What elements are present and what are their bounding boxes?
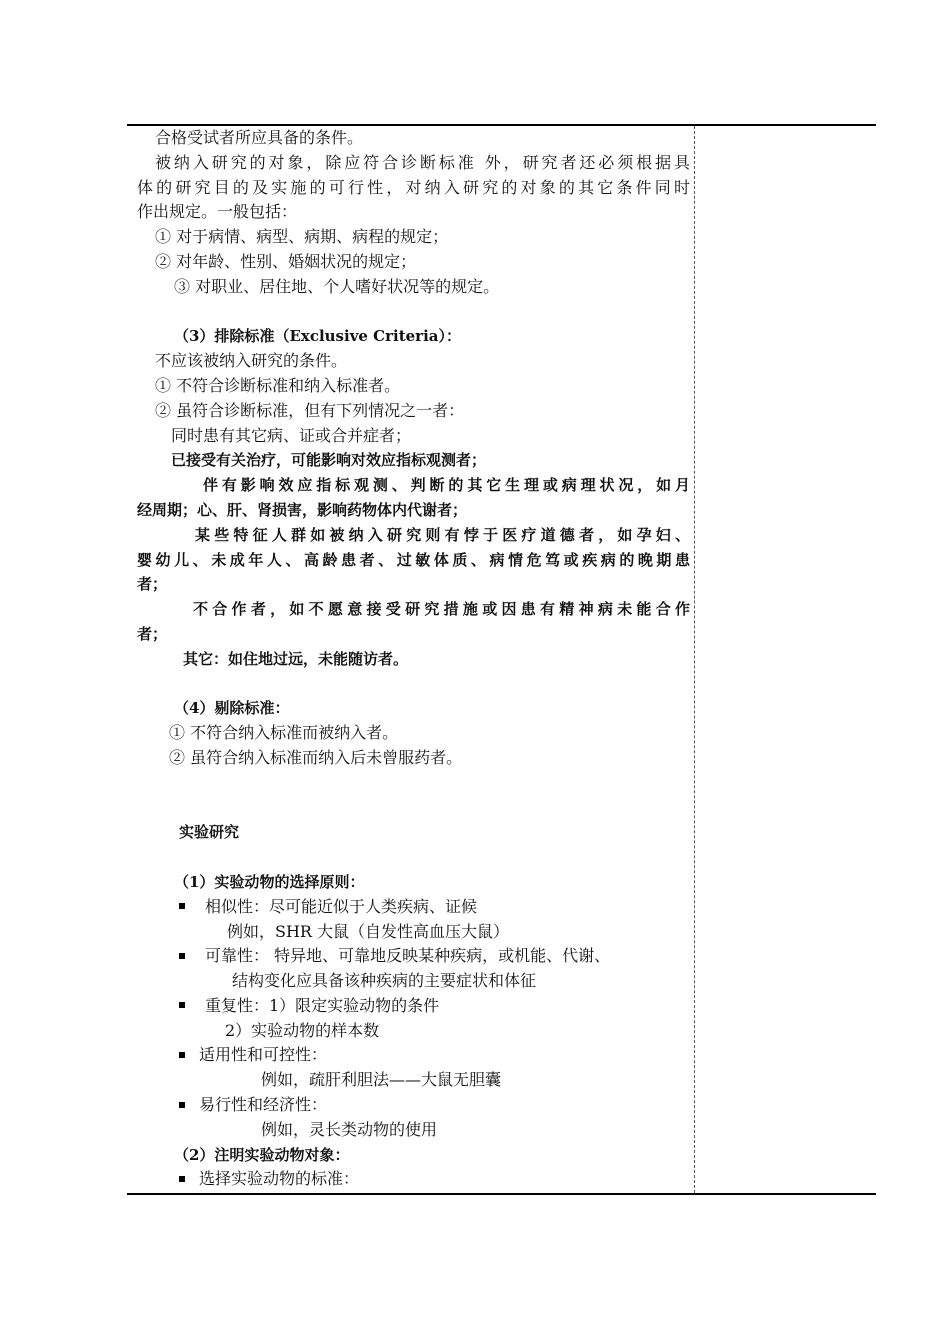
bullet-item xyxy=(137,944,690,969)
line-text: 已接受有关治疗，可能影响对效应指标观测者； xyxy=(171,451,487,470)
text-line xyxy=(137,969,690,994)
text-line xyxy=(137,1068,690,1093)
line-text: （3）排除标准（Exclusive Criteria）： xyxy=(174,327,462,346)
line-text: ③ 对职业、居住地、个人嗜好状况等的规定。 xyxy=(174,276,500,296)
text-line xyxy=(137,374,690,399)
line-text: 相似性：尽可能近似于人类疾病、证候 xyxy=(205,896,478,916)
blank-line xyxy=(137,796,690,821)
text-line xyxy=(137,473,690,498)
blank-line xyxy=(137,771,690,796)
text-line xyxy=(137,176,690,201)
line-text: 实验研究 xyxy=(179,823,240,842)
square-bullet-icon xyxy=(179,1176,185,1182)
square-bullet-icon xyxy=(179,1102,185,1108)
square-bullet-icon xyxy=(179,1002,185,1008)
text-line xyxy=(137,622,690,647)
text-line xyxy=(137,746,690,771)
column-divider xyxy=(694,126,695,1193)
line-text: 重复性：1）限定实验动物的条件 xyxy=(205,995,440,1015)
line-text: 2）实验动物的样本数 xyxy=(225,1020,380,1040)
line-text: 同时患有其它病、证或合并症者； xyxy=(171,425,412,445)
bullet-item xyxy=(137,895,690,920)
bullet-item xyxy=(137,1093,690,1118)
text-line xyxy=(137,820,690,845)
text-line xyxy=(137,1143,690,1168)
text-line xyxy=(137,548,690,573)
line-text: （2）注明实验动物对象： xyxy=(174,1145,350,1164)
line-text: 经周期；心、肝、肾损害，影响药物体内代谢者； xyxy=(137,500,468,519)
square-bullet-icon xyxy=(179,953,185,959)
document-body xyxy=(137,126,690,1192)
line-text: 者； xyxy=(137,624,168,643)
text-line xyxy=(137,448,690,473)
line-text: ② 对年龄、性别、婚姻状况的规定； xyxy=(155,251,417,271)
line-text: ② 虽符合纳入标准而纳入后未曾服药者。 xyxy=(169,747,463,767)
square-bullet-icon xyxy=(179,1052,185,1058)
line-text: 合格受试者所应具备的条件。 xyxy=(155,128,364,147)
line-text: 不合作者，如不愿意接受研究措施或因患有精神病未能合作 xyxy=(193,600,690,619)
line-text: 适用性和可控性： xyxy=(199,1045,328,1065)
text-line xyxy=(137,349,690,374)
text-line xyxy=(137,399,690,424)
square-bullet-icon xyxy=(179,903,185,909)
text-line xyxy=(137,200,690,225)
line-text: 选择实验动物的标准： xyxy=(199,1169,360,1189)
line-text: ① 对于病情、病型、病期、病程的规定； xyxy=(155,227,449,247)
text-line xyxy=(137,1019,690,1044)
text-line xyxy=(137,647,690,672)
line-text: （1）实验动物的选择原则： xyxy=(174,872,365,891)
blank-line xyxy=(137,672,690,697)
text-line xyxy=(137,126,690,151)
line-text: ① 不符合诊断标准和纳入标准者。 xyxy=(155,375,401,395)
bullet-item xyxy=(137,994,690,1019)
line-text: 体的研究目的及实施的可行性，对纳入研究的对象的其它条件同时 xyxy=(137,177,690,197)
line-text: 者； xyxy=(137,575,168,594)
text-line xyxy=(137,324,690,349)
text-line xyxy=(137,696,690,721)
text-line xyxy=(137,523,690,548)
text-line xyxy=(137,424,690,449)
text-line xyxy=(137,151,690,176)
text-line xyxy=(137,498,690,523)
table-bottom-border xyxy=(127,1193,876,1195)
bullet-item xyxy=(137,1167,690,1192)
line-text: 可靠性： 特异地、可靠地反映某种疾病，或机能、代谢、 xyxy=(205,946,611,966)
text-line xyxy=(137,870,690,895)
text-line xyxy=(137,275,690,300)
line-text: 婴幼儿、未成年人、高龄患者、过敏体质、病情危笃或疾病的晚期患 xyxy=(137,550,690,569)
line-text: 结构变化应具备该种疾病的主要症状和体征 xyxy=(232,971,537,991)
blank-line xyxy=(137,300,690,325)
text-line xyxy=(137,721,690,746)
text-line xyxy=(137,920,690,945)
text-line xyxy=(137,250,690,275)
text-line xyxy=(137,597,690,622)
line-text: （4）剔除标准： xyxy=(174,699,290,718)
line-text: 伴有影响效应指标观测、判断的其它生理或病理状况，如月 xyxy=(203,476,690,495)
line-text: 被纳入研究的对象，除应符合诊断标准 外，研究者还必须根据具 xyxy=(155,152,690,172)
line-text: 例如，灵长类动物的使用 xyxy=(261,1119,438,1139)
line-text: 作出规定。一般包括： xyxy=(137,202,298,222)
line-text: 例如，SHR 大鼠（自发性高血压大鼠） xyxy=(227,921,510,941)
text-line xyxy=(137,1118,690,1143)
bullet-item xyxy=(137,1043,690,1068)
line-text: 易行性和经济性： xyxy=(199,1095,328,1115)
line-text: 其它：如住地过远，未能随访者。 xyxy=(183,649,409,668)
line-text: ② 虽符合诊断标准，但有下列情况之一者： xyxy=(155,400,465,420)
text-line xyxy=(137,225,690,250)
line-text: 某些特征人群如被纳入研究则有悖于医疗道德者，如孕妇、 xyxy=(195,525,690,544)
text-line xyxy=(137,572,690,597)
blank-line xyxy=(137,845,690,870)
line-text: ① 不符合纳入标准而被纳入者。 xyxy=(169,723,399,743)
line-text: 不应该被纳入研究的条件。 xyxy=(155,351,348,371)
line-text: 例如，疏肝利胆法——大鼠无胆囊 xyxy=(261,1070,502,1090)
